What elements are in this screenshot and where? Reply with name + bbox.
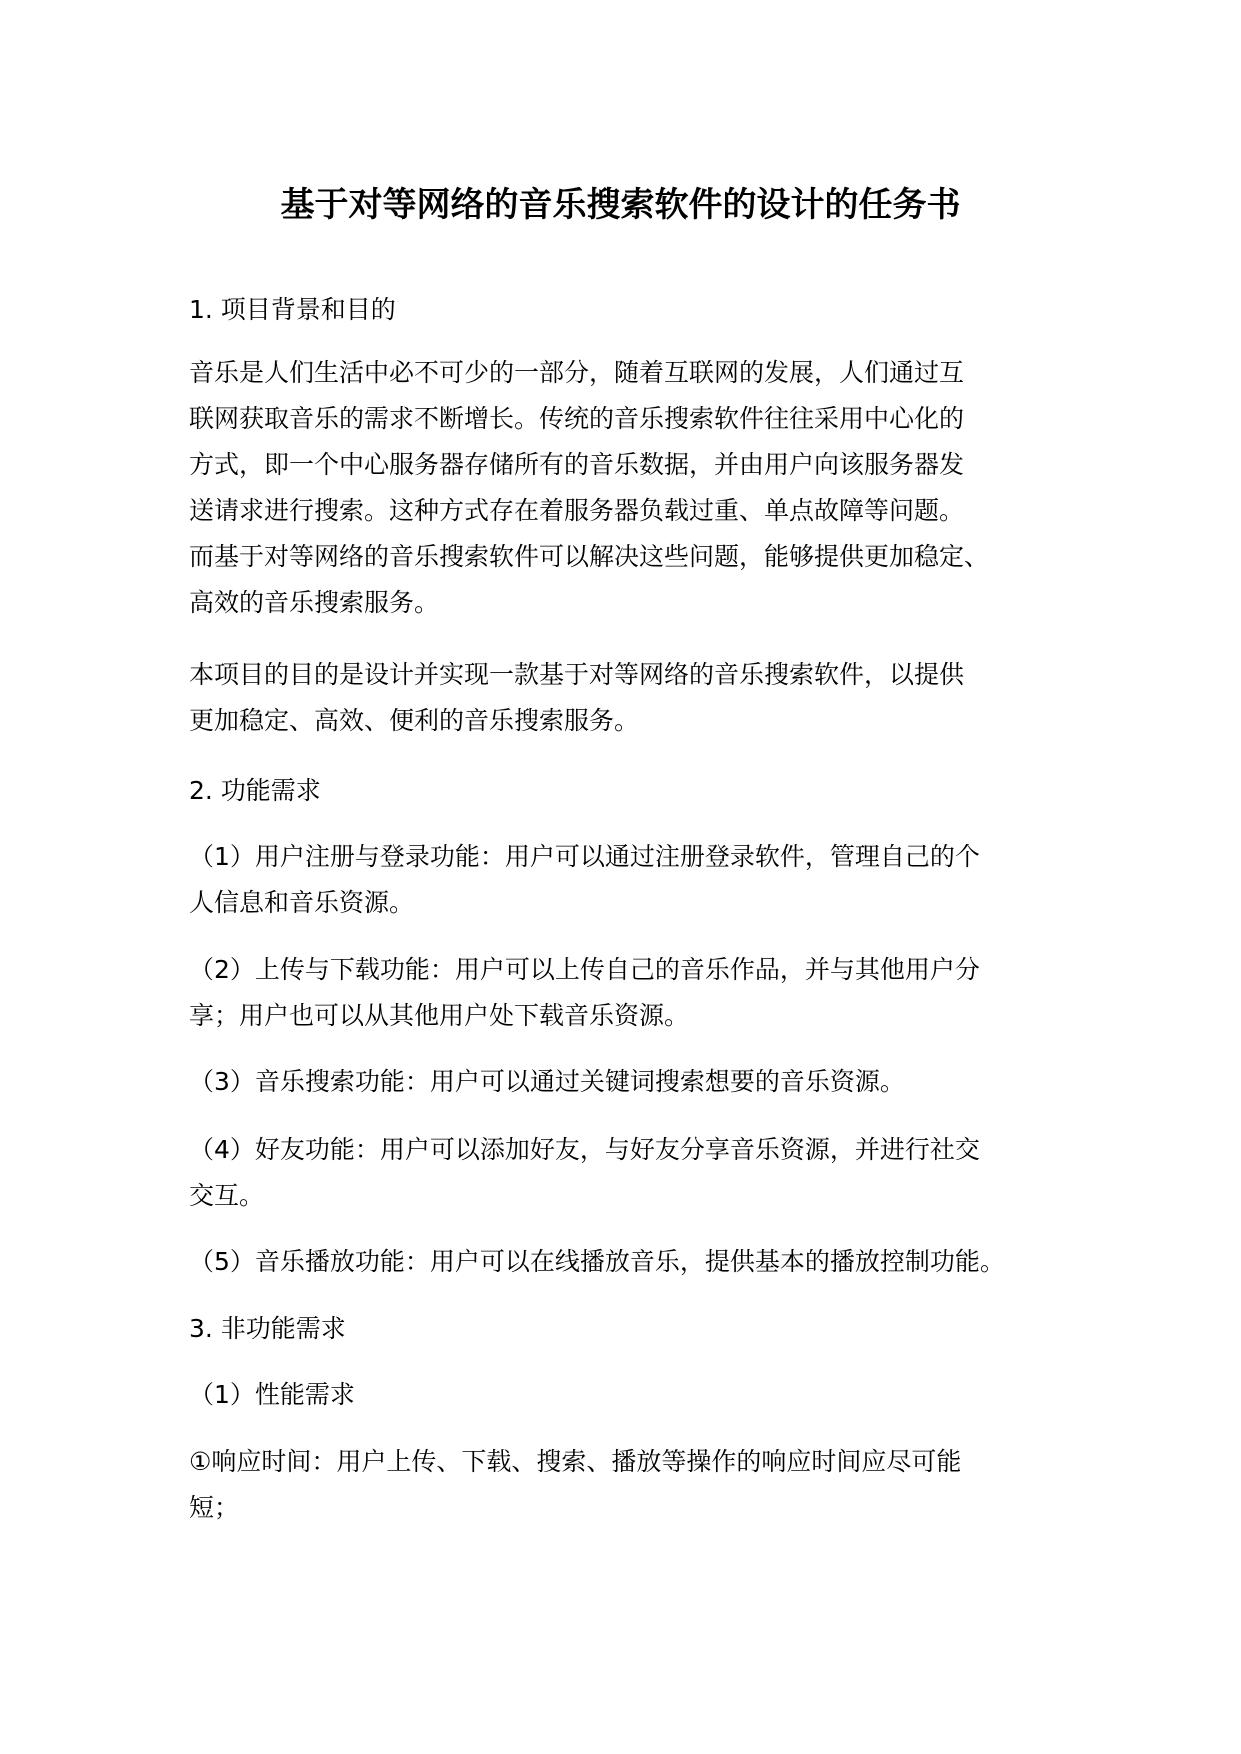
section-2-heading: 2. 功能需求 bbox=[189, 776, 321, 805]
section-3-sub-1-item-1 bbox=[189, 1439, 1089, 1531]
section-1-heading: 1. 项目背景和目的 bbox=[189, 295, 396, 324]
paragraph-line: 方式，即一个中心服务器存储所有的音乐数据，并由用户向该服务器发 bbox=[189, 450, 965, 479]
list-item-line: 享；用户也可以从其他用户处下载音乐资源。 bbox=[189, 1001, 690, 1030]
section-3-subheading-1: （1）性能需求 bbox=[189, 1380, 355, 1409]
list-item-line: （5）音乐播放功能：用户可以在线播放音乐，提供基本的播放控制功能。 bbox=[189, 1247, 1005, 1276]
paragraph-line: 高效的音乐搜索服务。 bbox=[189, 588, 440, 617]
list-item-line: 交互。 bbox=[189, 1181, 265, 1210]
list-item-line: （1）用户注册与登录功能：用户可以通过注册登录软件，管理自己的个 bbox=[189, 842, 980, 871]
paragraph-line: 联网获取音乐的需求不断增长。传统的音乐搜索软件往往采用中心化的 bbox=[189, 404, 965, 433]
paragraph-line: 送请求进行搜索。这种方式存在着服务器负载过重、单点故障等问题。 bbox=[189, 496, 965, 525]
section-2-item-4 bbox=[189, 1127, 1089, 1219]
section-3-heading: 3. 非功能需求 bbox=[189, 1314, 346, 1343]
list-item-line: 人信息和音乐资源。 bbox=[189, 888, 415, 917]
paragraph-line: 音乐是人们生活中必不可少的一部分，随着互联网的发展，人们通过互 bbox=[189, 358, 965, 387]
paragraph-line: 本项目的目的是设计并实现一款基于对等网络的音乐搜索软件，以提供 bbox=[189, 660, 965, 689]
list-item-line: （3）音乐搜索功能：用户可以通过关键词搜索想要的音乐资源。 bbox=[189, 1067, 905, 1096]
list-item-line: ①响应时间：用户上传、下载、搜索、播放等操作的响应时间应尽可能 bbox=[189, 1447, 962, 1476]
section-2-item-2 bbox=[189, 947, 1089, 1039]
section-2-item-3 bbox=[189, 1059, 1089, 1105]
section-2-item-5 bbox=[189, 1239, 1089, 1285]
paragraph-line: 而基于对等网络的音乐搜索软件可以解决这些问题，能够提供更加稳定、 bbox=[189, 542, 990, 571]
list-item-line: 短； bbox=[189, 1493, 240, 1522]
section-2-item-1 bbox=[189, 834, 1089, 926]
paragraph-line: 更加稳定、高效、便利的音乐搜索服务。 bbox=[189, 706, 640, 735]
section-1-paragraph-2 bbox=[189, 652, 1089, 744]
section-1-paragraph-1 bbox=[189, 350, 1089, 626]
list-item-line: （2）上传与下载功能：用户可以上传自己的音乐作品，并与其他用户分 bbox=[189, 955, 980, 984]
list-item-line: （4）好友功能：用户可以添加好友，与好友分享音乐资源，并进行社交 bbox=[189, 1135, 980, 1164]
document-title: 基于对等网络的音乐搜索软件的设计的任务书 bbox=[280, 185, 961, 225]
